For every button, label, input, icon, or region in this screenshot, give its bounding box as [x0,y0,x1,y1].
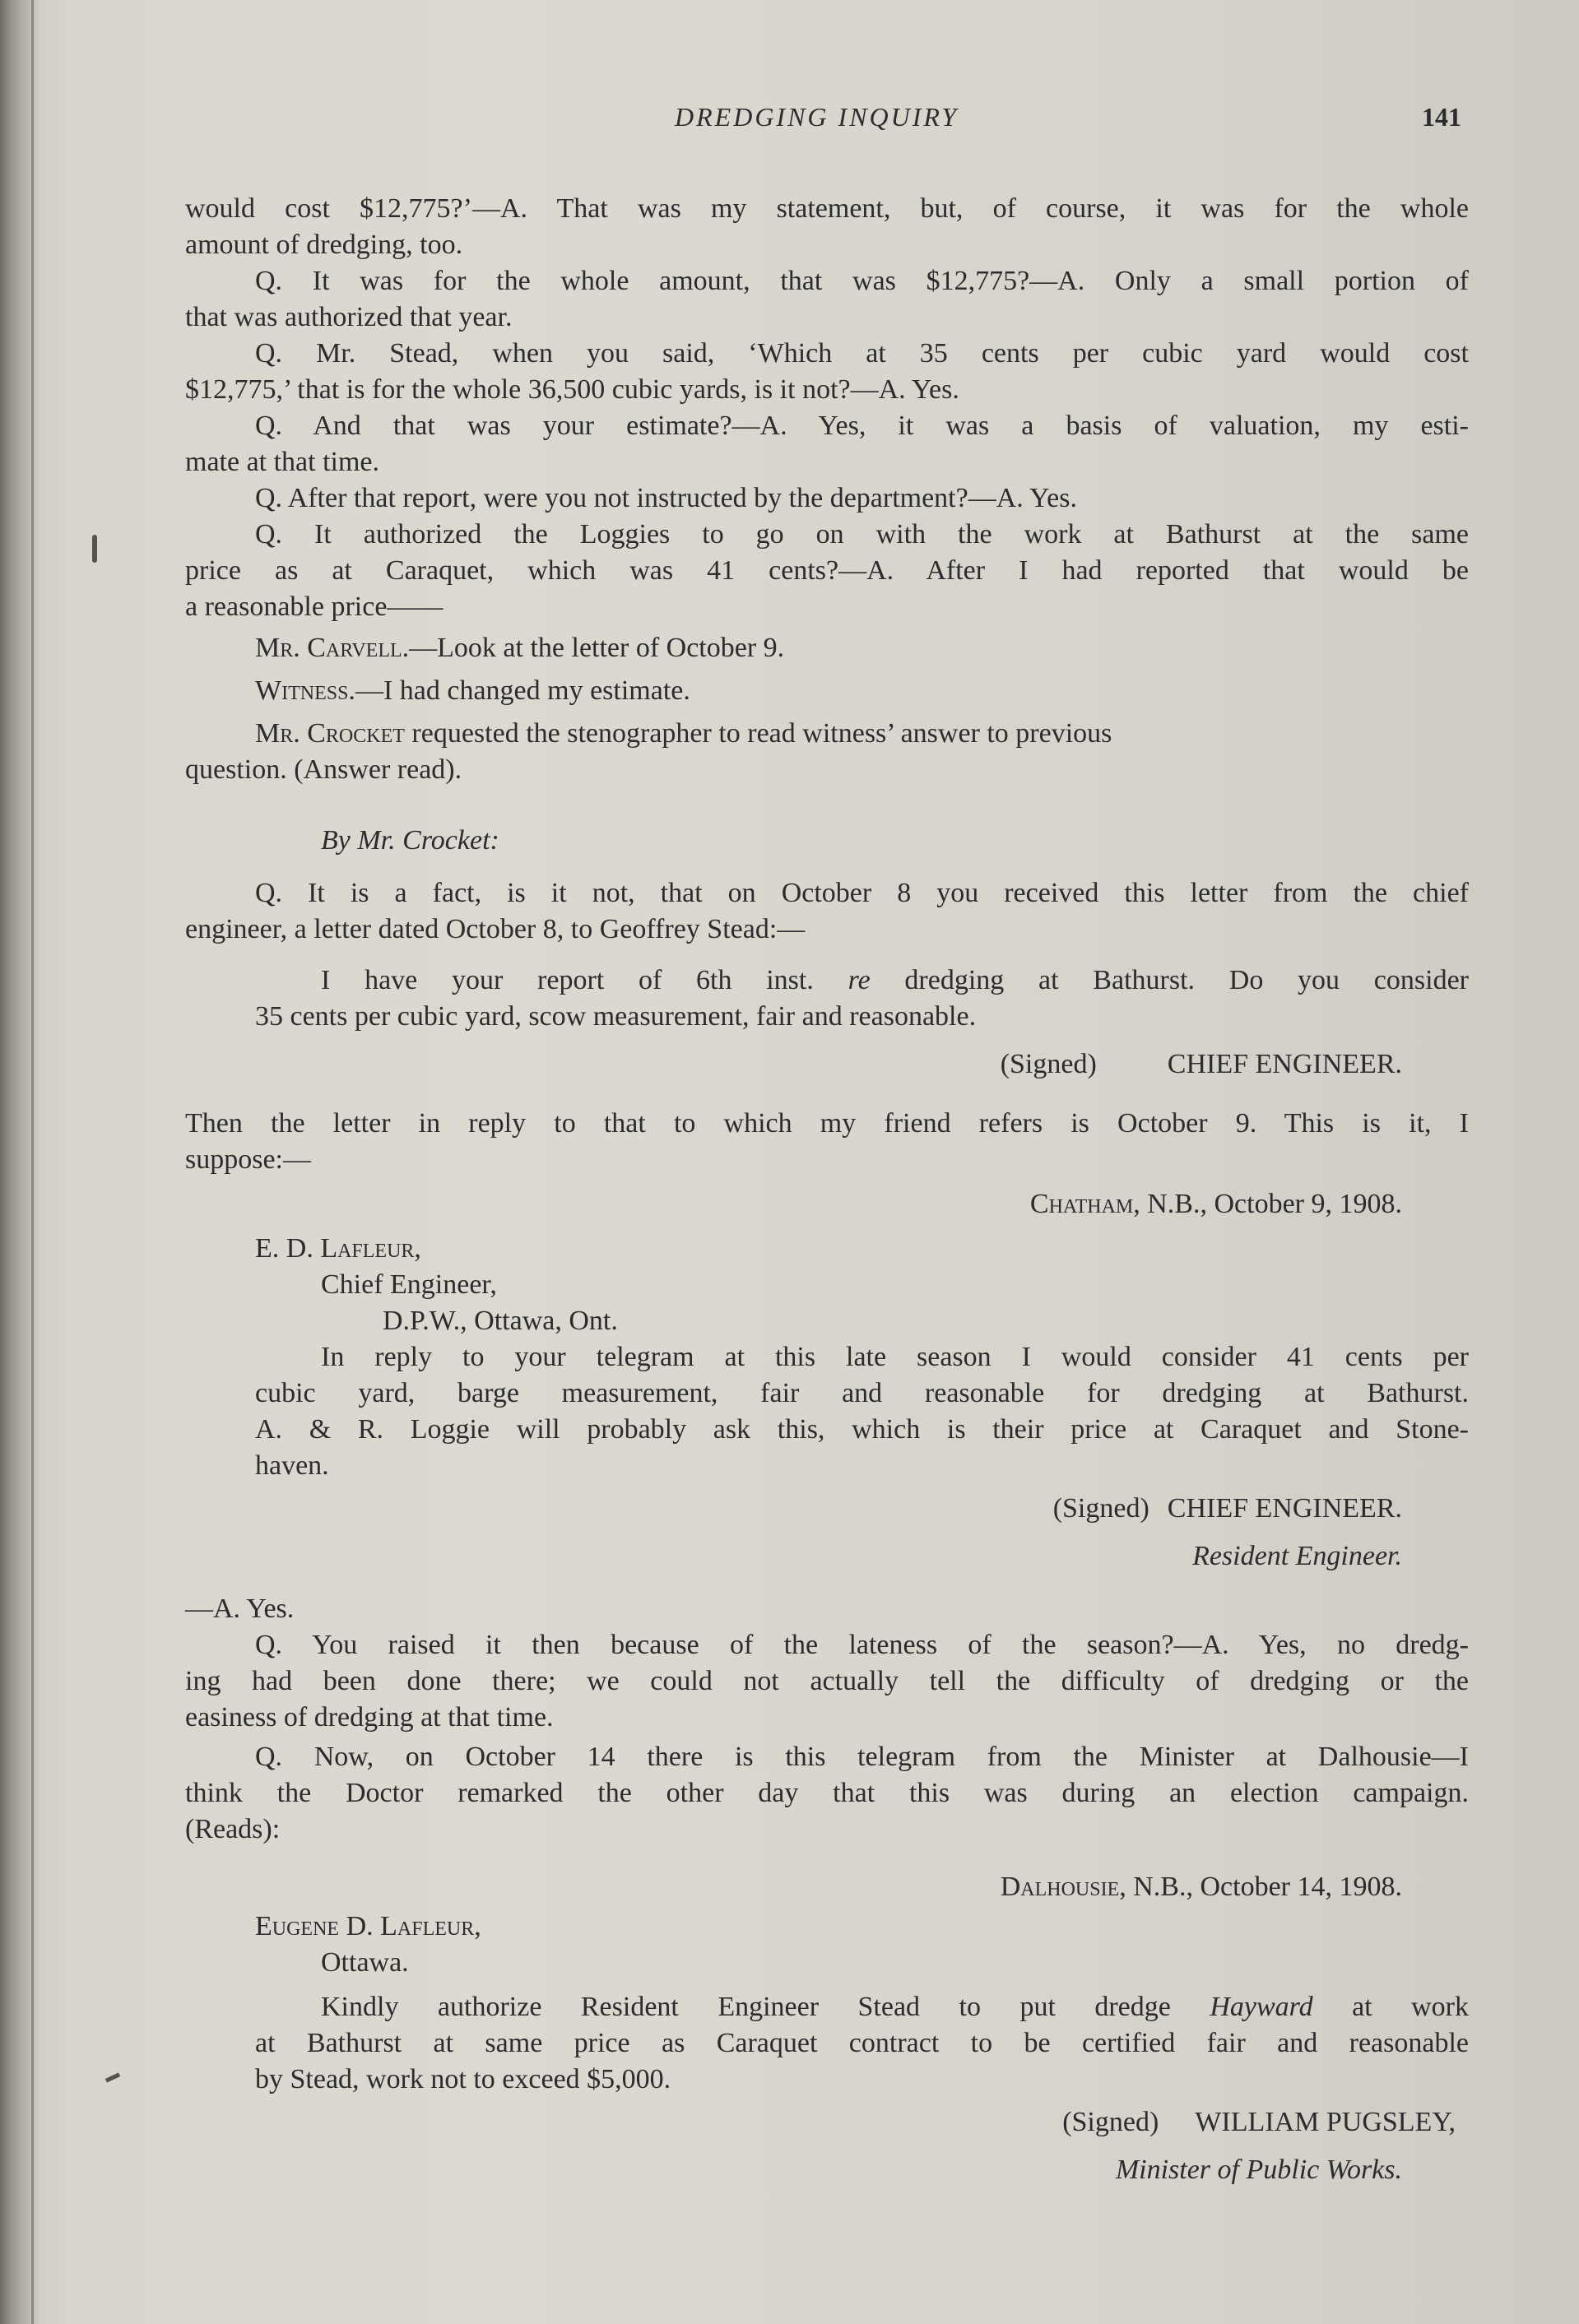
section-subheading: By Mr. Crocket: [321,825,499,856]
signer-title: Minister of Public Works. [1115,2155,1402,2185]
signer-name: CHIEF ENGINEER. [1167,1493,1402,1524]
text-line: mate at that time. [185,447,380,477]
running-head: DREDGING INQUIRY [675,102,959,132]
margin-ink-mark [92,535,97,563]
text-line: suppose:— [185,1144,311,1175]
telegram-line: by Stead, work not to exceed $5,000. [255,2064,671,2094]
text-line: that was authorized that year. [185,302,513,332]
quoted-letter-line: haven. [255,1450,329,1481]
telegram-line: at Bathurst at same price as Caraquet contract to be certified fair and reasonable [255,2028,1469,2058]
signed-label: (Signed) [1062,2107,1159,2137]
speaker-name: Mr. Carvell. [255,633,410,663]
letter-signature [1053,1491,1402,1527]
speaker-text: —I had changed my estimate. [355,675,690,706]
letter-address: D.P.W., Ottawa, Ont. [383,1306,618,1336]
telegram-place: Dalhousie, N.B., [1000,1872,1193,1902]
dialogue-line [255,673,1539,709]
letter-dateline [1030,1186,1402,1222]
text-line: price as at Caraquet, which was 41 cents?—A. After I had reported that would be [185,555,1469,586]
telegram-dateline [1001,1869,1402,1905]
telegram-line: Kindly authorize Resident Engineer Stead to put dredge Hayward at work [321,1992,1469,2022]
speaker-name: Witness. [255,675,355,706]
text-line: engineer, a letter dated October 8, to Geoffrey Stead:— [185,914,806,944]
signed-label: (Signed) [1000,1049,1097,1079]
text-line: —A. Yes. [185,1593,295,1624]
text-line: Q. Now, on October 14 there is this telegram from the Minister at Dalhousie—I [255,1742,1469,1772]
binding-edge-line [31,0,34,2324]
margin-ink-mark-lower [105,2072,120,2082]
text-line: Q. You raised it then because of the lateness of the season?—A. Yes, no dredg- [255,1630,1469,1660]
text-line: easiness of dredging at that time. [185,1702,554,1733]
text-line: amount of dredging, too. [185,230,463,260]
text-line: (Reads): [185,1814,281,1844]
speaker-text: requested the stenographer to read witness’ answer to previous [404,718,1112,749]
text-line: $12,775,’ that is for the whole 36,500 cubic yards, is it not?—A. Yes. [185,374,959,405]
text-line: ing had been done there; we could not actually tell the difficulty of dredging or the [185,1666,1469,1696]
letter-addressee-title: Chief Engineer, [321,1269,497,1300]
signed-label: (Signed) [1052,1493,1149,1524]
text-line: Q. It was for the whole amount, that was $12,775?—A. Only a small portion of [255,266,1469,296]
text-line: Q. After that report, were you not instructed by the department?—A. Yes. [255,483,1077,513]
quoted-letter-line: 35 cents per cubic yard, scow measurement, fair and reasonable. [255,1001,977,1032]
quoted-letter-line: In reply to your telegram at this late season I would consider 41 cents per [321,1342,1469,1372]
dialogue-line [255,630,1539,666]
text-line: a reasonable price—— [185,591,444,622]
letter-place: Chatham, N.B., [1029,1189,1207,1219]
text-line: Q. Mr. Stead, when you said, ‘Which at 35 cents per cubic yard would cost [255,338,1469,369]
text-line: Then the letter in reply to that to which my friend refers is October 9. This is it, I [185,1108,1469,1139]
page-number: 141 [1422,102,1461,132]
signer-name: CHIEF ENGINEER. [1167,1049,1402,1079]
vessel-name: Hayward [1210,1992,1313,2022]
telegram-signature [1062,2104,1456,2141]
speaker-text: —Look at the letter of October 9. [409,633,785,663]
letter-date: October 9, 1908. [1206,1189,1402,1219]
telegram-addressee: Eugene D. Lafleur, [255,1911,481,1941]
latin-re: re [848,965,871,995]
signer-title: Resident Engineer. [1192,1541,1402,1571]
quoted-letter-line: A. & R. Loggie will probably ask this, which is their price at Caraquet and Stone- [255,1414,1469,1445]
speaker-name: Mr. Crocket [255,718,405,749]
letter-addressee: E. D. Lafleur, [255,1233,421,1264]
dialogue-line [255,716,1539,752]
text-line: Q. And that was your estimate?—A. Yes, it was a basis of valuation, my esti- [255,411,1469,441]
text-line: Q. It is a fact, is it not, that on October 8 you received this letter from the chief [255,878,1469,908]
signer-name: WILLIAM PUGSLEY, [1195,2107,1456,2137]
letter-signature [1001,1046,1402,1083]
text-line: would cost $12,775?’—A. That was my statement, but, of course, it was for the whole [185,193,1469,224]
text-line: question. (Answer read). [185,754,462,785]
telegram-city: Ottawa. [321,1947,409,1978]
text-line: think the Doctor remarked the other day that this was during an election campaign. [185,1778,1469,1808]
quoted-letter-line: cubic yard, barge measurement, fair and reasonable for dredging at Bathurst. [255,1378,1469,1408]
text-line: Q. It authorized the Loggies to go on with the work at Bathurst at the same [255,519,1469,550]
telegram-date: October 14, 1908. [1192,1872,1402,1902]
quoted-letter-line: I have your report of 6th inst. re dredging at Bathurst. Do you consider [321,965,1469,995]
